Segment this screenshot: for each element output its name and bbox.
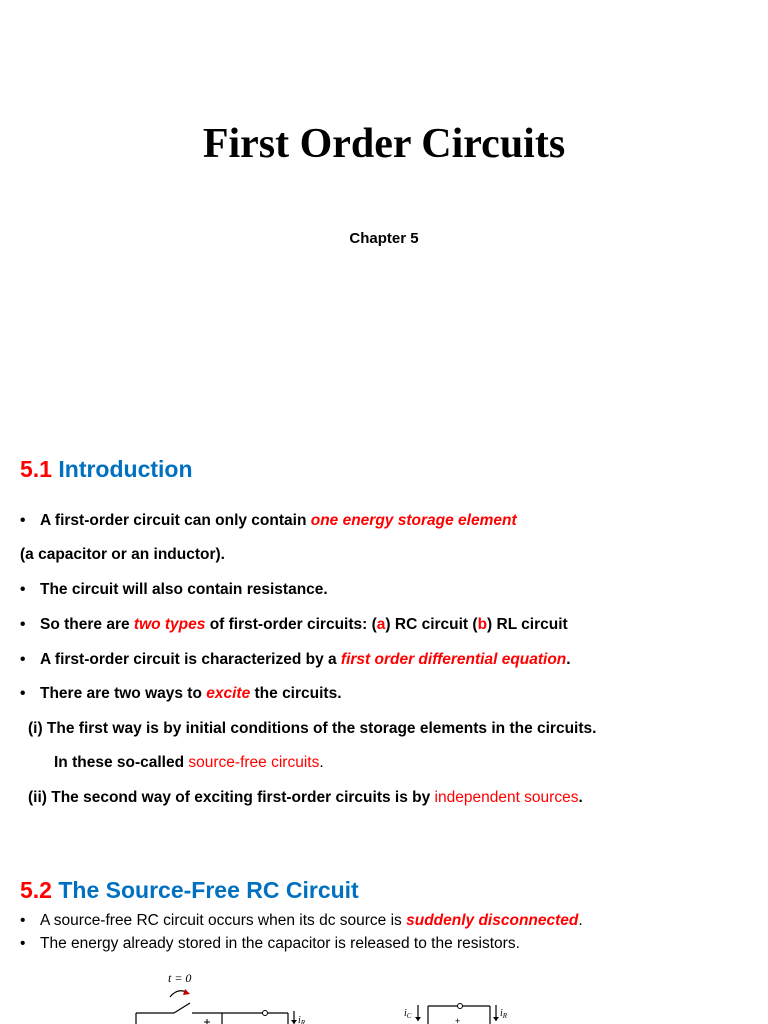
- current-arrow-icon: [493, 1017, 499, 1021]
- section-heading-5-1: [20, 456, 193, 483]
- bullet-3: [20, 616, 568, 634]
- rc-circuit-figure-b: [400, 965, 530, 1024]
- bullet-glyph: •: [20, 935, 26, 952]
- bullet-7: [20, 935, 520, 953]
- section-title: Introduction: [58, 456, 193, 482]
- slide-title: First Order Circuits: [202, 121, 566, 167]
- chapter-label: Chapter 5: [349, 230, 419, 247]
- bullet-2: [20, 581, 328, 599]
- text: .: [578, 912, 583, 929]
- bullet-glyph: •: [20, 581, 26, 598]
- polarity-plus: +: [455, 1016, 461, 1024]
- emphasis: one energy storage element: [310, 512, 517, 529]
- section-number: 5.2: [20, 877, 52, 903]
- emphasis: first order differential equation: [340, 651, 567, 668]
- section-title: The Source-Free RC Circuit: [58, 877, 359, 903]
- resistor-current-label: $i_R$: [500, 1008, 508, 1020]
- rc-circuit-figure-a: [130, 965, 330, 1024]
- bullet-glyph: •: [20, 512, 26, 529]
- current-arrow-icon: [415, 1017, 421, 1021]
- emphasis: independent sources: [434, 789, 579, 806]
- section-number: 5.1: [20, 456, 52, 482]
- text: of first-order circuits: (: [205, 616, 377, 633]
- bullet-5: [20, 685, 342, 703]
- bullet-1: [20, 512, 517, 530]
- text: In these so-called: [54, 754, 189, 771]
- label-b: b: [477, 616, 488, 633]
- item-i-continuation: [54, 754, 324, 772]
- emphasis: suddenly disconnected: [406, 912, 579, 929]
- text: .: [566, 651, 571, 668]
- text: So there are: [40, 616, 134, 633]
- text: A source-free RC circuit occurs when its dc source is: [40, 912, 407, 929]
- text: .: [578, 789, 583, 806]
- item-i: (i) The first way is by initial conditions of the storage elements in the circuits.: [28, 720, 597, 737]
- switch-blade: [174, 1003, 190, 1013]
- switch-time-label: t = 0: [168, 971, 192, 985]
- text: A first-order circuit is characterized by a: [40, 651, 341, 668]
- text: .: [319, 754, 324, 771]
- text: There are two ways to: [40, 685, 207, 702]
- switch-arrow-icon: [183, 989, 190, 995]
- bullet-6: [20, 912, 583, 930]
- text: ) RL circuit: [487, 616, 568, 633]
- emphasis: two types: [133, 616, 206, 633]
- capacitor-current-label: $i_C$: [404, 1008, 412, 1020]
- bullet-glyph: •: [20, 651, 26, 668]
- current-arrow-icon: [291, 1020, 297, 1024]
- emphasis: source-free circuits: [188, 754, 320, 771]
- current-label: $i_R$: [298, 1015, 306, 1024]
- text: the circuits.: [250, 685, 342, 702]
- bullet-1-continuation: (a capacitor or an inductor).: [20, 546, 225, 563]
- node: [263, 1011, 268, 1016]
- section-heading-5-2: [20, 877, 359, 904]
- bullet-4: [20, 651, 571, 669]
- text: A first-order circuit can only contain: [40, 512, 311, 529]
- bullet-glyph: •: [20, 912, 26, 929]
- item-ii: [28, 789, 583, 807]
- bullet-glyph: •: [20, 616, 26, 633]
- node: [458, 1004, 463, 1009]
- text: The energy already stored in the capacitor is released to the resistors.: [40, 935, 520, 952]
- label-a: a: [376, 616, 386, 633]
- text: The circuit will also contain resistance.: [40, 581, 328, 598]
- emphasis: excite: [206, 685, 251, 702]
- bullet-glyph: •: [20, 685, 26, 702]
- text: (ii) The second way of exciting first-order circuits is by: [28, 789, 435, 806]
- text: ) RC circuit (: [385, 616, 478, 633]
